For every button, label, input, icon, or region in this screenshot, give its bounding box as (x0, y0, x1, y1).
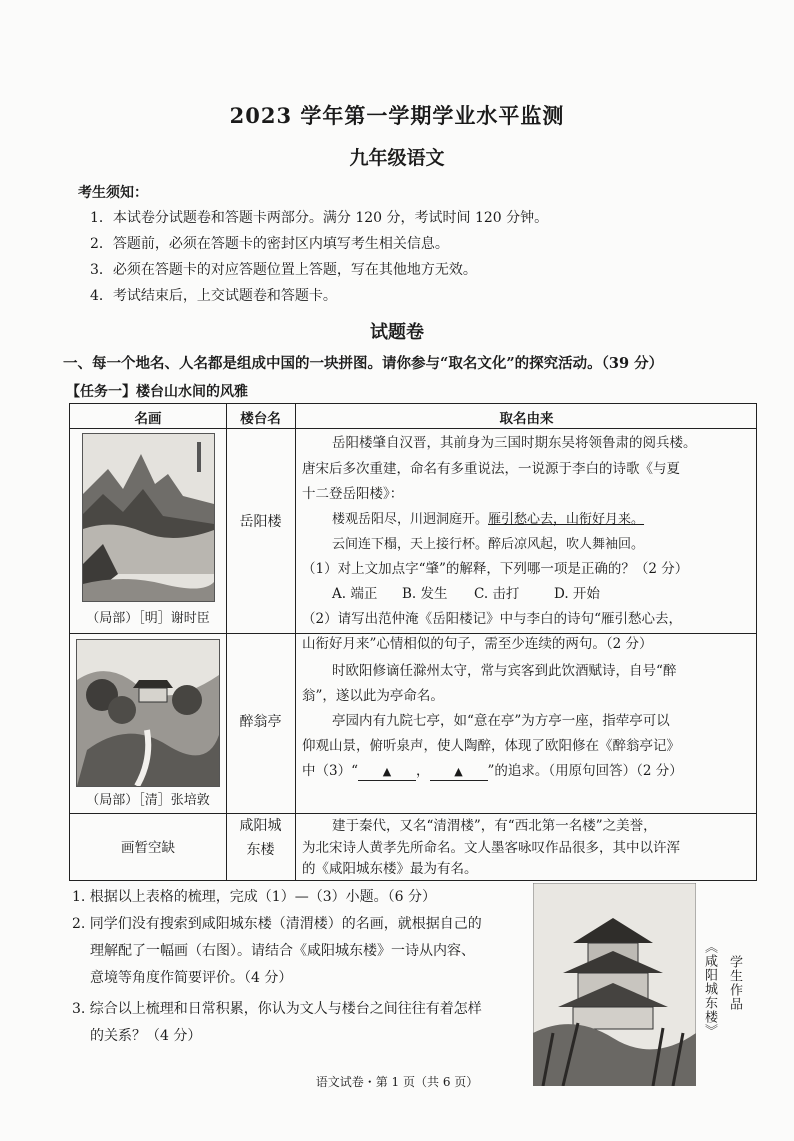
question-2-cont: 意境等角度作简要评价。（4 分） (90, 970, 293, 986)
origin-text: 唐宋后多次重建，命名有多重说法，一说源于李白的诗歌《与夏 (302, 461, 680, 477)
landscape-painting-yueyang (82, 433, 215, 602)
tower-name-zuiweng: 醉翁亭 (239, 714, 282, 730)
answer-blank: ▲ (430, 764, 488, 781)
notice-item: 1．本试卷分试题卷和答题卡两部分。满分 120 分，考试时间 120 分钟。 (90, 210, 549, 226)
notice-item: 4．考试结束后，上交试题卷和答题卡。 (90, 288, 337, 304)
option-d: D. 开始 (554, 586, 600, 602)
student-artwork-painting (533, 883, 696, 1086)
tower-name-line: 东楼 (246, 842, 275, 858)
notice-item: 2．答题前，必须在答题卡的密封区内填写考生相关信息。 (90, 236, 449, 252)
notice-item: 3．必须在答题卡的对应答题位置上答题，写在其他地方无效。 (90, 262, 477, 278)
origin-text: 亭园内有九院七亭，如“意在亭”为方亭一座，指荦亭可以 (332, 713, 670, 729)
option-b: B. 发生 (402, 586, 448, 602)
origin-text: 仰观山景，俯听泉声，使人陶醉，体现了欧阳修在《醉翁亭记》 (302, 738, 680, 754)
painting-caption: （局部）［清］张培敦 (86, 793, 210, 808)
header-painting: 名画 (134, 411, 162, 427)
option-a: A. 端正 (332, 586, 378, 602)
poem-line: 云间连下榻，天上接行杯。醉后凉风起，吹人舞袖回。 (332, 537, 645, 552)
fill-mid: ， (416, 763, 430, 779)
artwork-caption: 《咸阳城东楼》 (702, 940, 717, 1038)
notice-heading: 考生须知： (78, 185, 148, 201)
sub-question-1: （1）对上文加点字“肇”的解释，下列哪一项是正确的？（2 分） (302, 561, 689, 577)
option-list (332, 582, 732, 606)
sub-question-2: （2）请写出范仲淹《岳阳楼记》中与李白的诗句“雁引愁心去， (302, 611, 682, 627)
landscape-painting-zuiweng (76, 639, 220, 787)
exam-subtitle: 九年级语文 (349, 147, 445, 169)
page-footer: 语文试卷・第 1 页（共 6 页） (315, 1075, 479, 1089)
fill-suffix: ”的追求。（用原句回答）（2 分） (487, 763, 683, 779)
exam-title: 2023 学年第一学期学业水平监测 (229, 103, 565, 128)
artwork-credit: 学生作品 (727, 955, 742, 1011)
question-2: 2. 同学们没有搜索到咸阳城东楼（清渭楼）的名画，就根据自己的 (72, 916, 482, 932)
question-2-cont: 理解配了一幅画（右图）。请结合《咸阳城东楼》一诗从内容、 (90, 943, 475, 959)
origin-text: 翁”，遂以此为亭命名。 (302, 688, 444, 704)
section-title: 试题卷 (370, 322, 424, 343)
question-3-cont: 的关系？（4 分） (90, 1028, 202, 1044)
origin-text: 建于秦代，又名“清渭楼”，有“西北第一名楼”之美誉， (332, 818, 657, 834)
naming-table (69, 403, 757, 881)
origin-text: 时欧阳修谪任滁州太守，常与宾客到此饮酒赋诗，自号“醉 (332, 663, 677, 679)
poem-text-underlined: 雁引愁心去，山衔好月来。 (488, 512, 645, 527)
fill-prefix: 中（3）“ (302, 763, 358, 779)
task-1-heading: 【任务一】楼台山水间的风雅 (66, 384, 248, 400)
option-c: C. 击打 (474, 586, 520, 602)
question-1-stem: 一、每一个地名、人名都是组成中国的一块拼图。请你参与“取名文化”的探究活动。（39 分） (63, 355, 664, 372)
tower-name-xianyang (226, 814, 295, 862)
header-tower-name: 楼台名 (240, 411, 281, 427)
tower-name-line: 咸阳城 (239, 818, 282, 834)
question-1: 1. 根据以上表格的梳理，完成（1）—（3）小题。（6 分） (72, 889, 436, 905)
fill-in-blank-line (302, 759, 683, 783)
question-3: 3. 综合以上梳理和日常积累，你认为文人与楼台之间往往有着怎样 (72, 1001, 482, 1017)
poem-text: 楼观岳阳尽，川迥洞庭开。 (332, 512, 489, 527)
painting-missing: 画暂空缺 (121, 840, 175, 856)
origin-text: 十二登岳阳楼》： (302, 486, 404, 502)
header-name-origin: 取名由来 (499, 411, 554, 427)
poem-line (332, 508, 644, 532)
origin-text: 岳阳楼肇自汉晋，其前身为三国时期东吴将领鲁肃的阅兵楼。 (332, 435, 697, 451)
painting-caption: （局部）［明］谢时臣 (86, 611, 210, 626)
answer-blank: ▲ (358, 764, 416, 781)
origin-text: 为北宋诗人黄孝先所命名。文人墨客咏叹作品很多，其中以许浑 (302, 840, 680, 856)
origin-text: 的《咸阳城东楼》最为有名。 (302, 861, 478, 877)
tower-name-yueyang: 岳阳楼 (239, 514, 282, 530)
sub-question-2-cont: 山衔好月来”心情相似的句子，需至少连续的两句。（2 分） (302, 636, 653, 652)
